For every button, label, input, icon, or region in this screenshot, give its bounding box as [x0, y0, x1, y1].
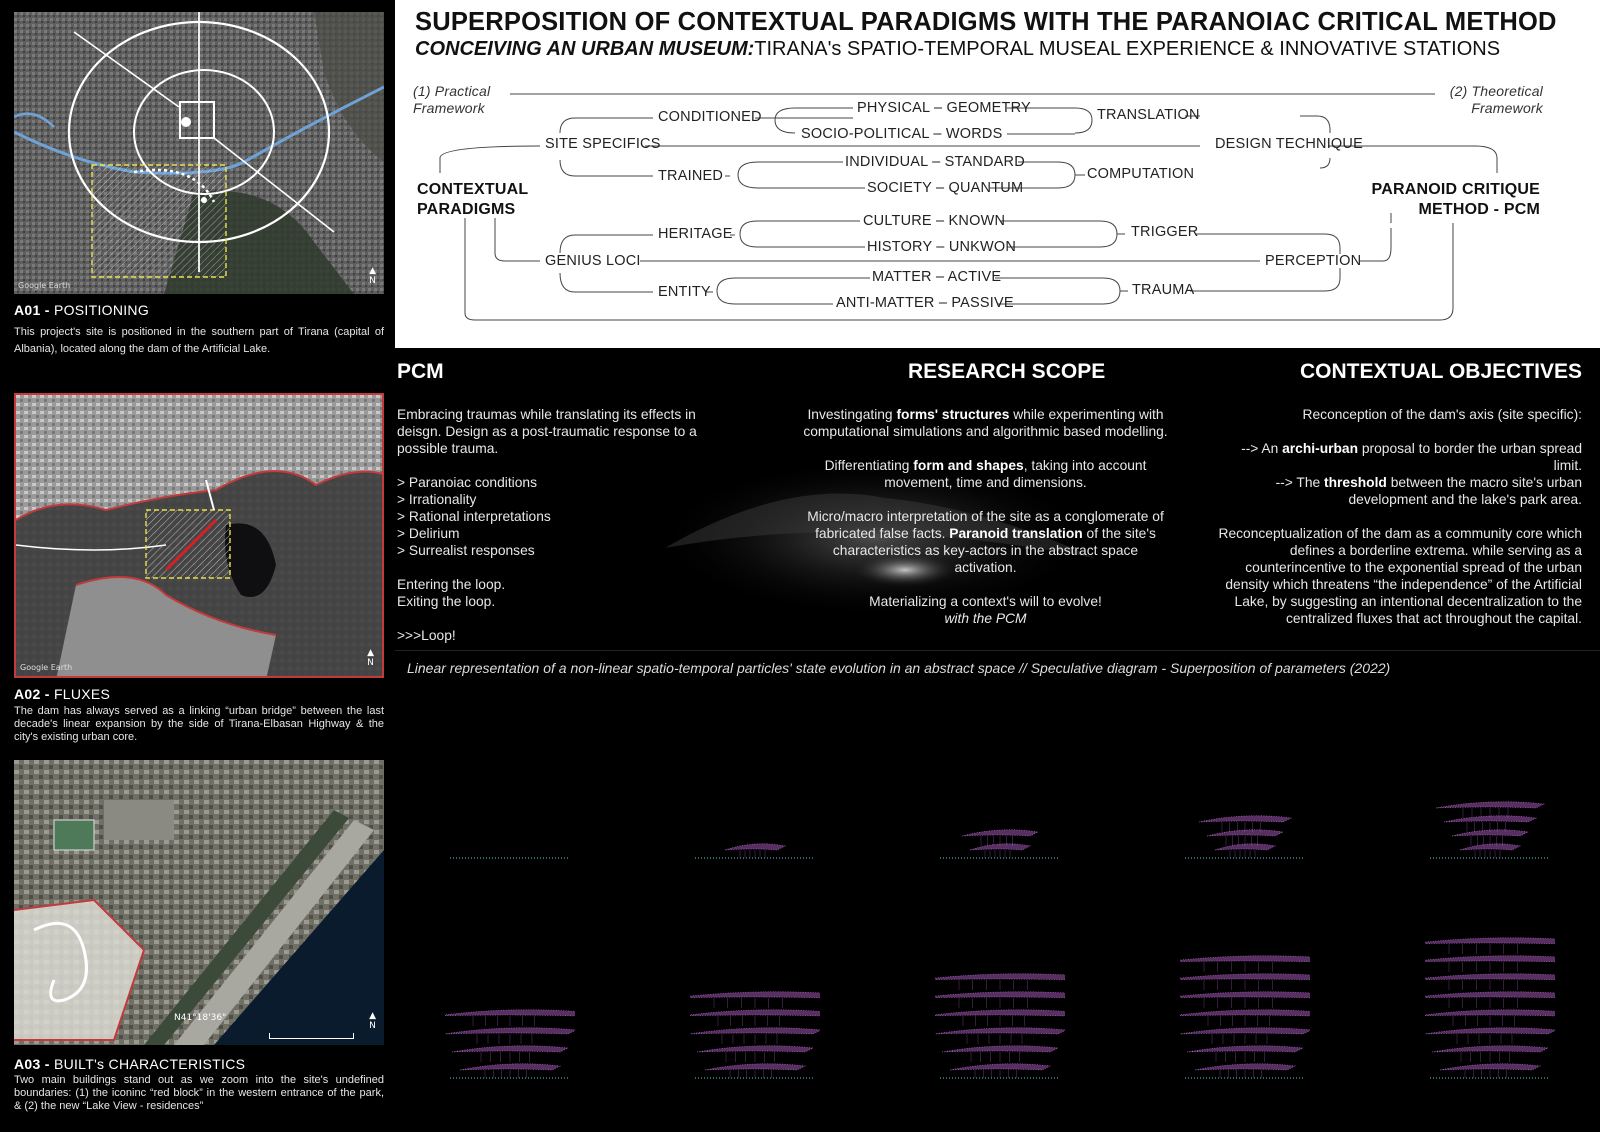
a01-title: POSITIONING	[53, 302, 150, 318]
particle-layer	[1180, 974, 1310, 980]
trained-label: TRAINED	[658, 168, 724, 184]
particle-layer	[1187, 1046, 1303, 1052]
genius-loci-label: GENIUS LOCI	[545, 253, 641, 269]
map-a03-built	[14, 760, 384, 1045]
particle-layer	[1180, 1010, 1310, 1016]
research-p3-b: Paranoid translation	[949, 526, 1083, 541]
pair-society-quantum: SOCIETY – QUANTUM	[867, 180, 1024, 196]
quantum-label: QUANTUM	[948, 180, 1024, 196]
research-p3-a: Micro/macro interpretation of the site as a conglomerate of fabricated false facts.	[807, 509, 1164, 541]
research-p4-a: Materializing a context's will to evolve!	[869, 594, 1102, 609]
particle-layer	[942, 1046, 1058, 1052]
north-arrow-icon: ▲ N	[369, 266, 376, 286]
particle-layer	[445, 1028, 575, 1034]
particle-layer	[1436, 802, 1544, 808]
pcm-heading: PCM	[397, 360, 444, 383]
theoretical-line-2: Framework	[1471, 100, 1543, 116]
pcm-loop-paragraph	[397, 576, 742, 610]
practical-line-2: Framework	[413, 100, 485, 116]
trigger-label: TRIGGER	[1131, 224, 1199, 240]
section-divider	[395, 650, 1600, 651]
particle-stage	[935, 743, 1065, 868]
geometry-label: GEOMETRY	[946, 100, 1031, 116]
a02-caption-title	[14, 686, 110, 702]
site-specifics-label: SITE SPECIFICS	[545, 136, 661, 152]
particle-layer	[725, 844, 785, 850]
particle-layer	[690, 992, 820, 998]
particle-layer	[935, 992, 1065, 998]
particle-layer	[1425, 1028, 1555, 1034]
right-node-line-1: PARANOID CRITIQUE	[1371, 181, 1540, 198]
map-coordinate: N41°18'36"	[174, 1013, 227, 1023]
particle-stage	[1180, 743, 1310, 868]
north-arrow-icon: ▲ N	[369, 1011, 376, 1031]
subtitle-emphasis: CONCEIVING AN URBAN MUSEUM:	[415, 38, 755, 60]
pcm-list	[397, 474, 742, 559]
passive-label: PASSIVE	[951, 295, 1014, 311]
sociopolitical-label: SOCIO-POLITICAL	[801, 126, 930, 142]
matter-label: MATTER	[872, 269, 932, 285]
particle-layer	[935, 974, 1065, 980]
objectives-p3-a: --> The	[1275, 475, 1324, 490]
particle-layer	[445, 1010, 575, 1016]
content-dark-area	[395, 348, 1600, 1132]
perception-label: PERCEPTION	[1265, 253, 1362, 269]
particle-layer	[935, 1028, 1065, 1034]
aerial-map-a03	[14, 760, 384, 1045]
research-p2-a: Differentiating	[824, 458, 914, 473]
particle-layer	[460, 1064, 560, 1070]
map-a01-positioning	[14, 12, 384, 294]
left-node-line-1: CONTEXTUAL	[417, 181, 529, 198]
objectives-p3-c: between the macro site's urban development and the lake's park area.	[1348, 475, 1582, 507]
a03-caption-title	[14, 1056, 245, 1072]
research-scope-heading: RESEARCH SCOPE	[908, 360, 1106, 383]
history-label: HISTORY	[867, 239, 933, 255]
research-p1-a: Investingating	[807, 407, 897, 422]
page-subtitle	[415, 38, 1500, 61]
right-node-line-2: METHOD - PCM	[1418, 201, 1540, 218]
particle-stage	[690, 743, 820, 868]
particle-stage	[690, 903, 820, 1088]
subtitle-rest: TIRANA's SPATIO-TEMPORAL MUSEAL EXPERIENCE & INNOVATIVE STATIONS	[754, 38, 1501, 60]
objectives-paragraph-2	[1212, 440, 1582, 474]
page-title: SUPERPOSITION OF CONTEXTUAL PARADIGMS WITH THE PARANOIAC CRITICAL METHOD	[415, 8, 1557, 36]
a01-code: A01 -	[14, 302, 54, 318]
particle-layer	[1440, 1064, 1540, 1070]
a02-caption-text: The dam has always served as a linking “urban bridge” between the last decade's linear expansion by the side of Tirana-Elbasan Highway & the city's existing urban core.	[14, 705, 384, 743]
computation-label: COMPUTATION	[1087, 166, 1195, 182]
left-column	[0, 0, 395, 1132]
research-p1-c: while experimenting with computational simulations and algorithmic based modelling.	[803, 407, 1168, 439]
pair-history-unkwon: HISTORY – UNKWON	[867, 239, 1017, 255]
antimatter-label: ANTI-MATTER	[836, 295, 935, 311]
particle-stage	[445, 903, 575, 1088]
objectives-paragraph-3	[1212, 474, 1582, 508]
pcm-list-item: > Rational interpretations	[397, 509, 551, 524]
pair-physical-geometry: PHYSICAL – GEOMETRY	[857, 100, 1031, 116]
physical-label: PHYSICAL	[857, 100, 930, 116]
entity-label: ENTITY	[658, 284, 711, 300]
particle-layer	[697, 1046, 813, 1052]
individual-label: INDIVIDUAL	[845, 154, 928, 170]
pcm-paragraph-1: Embracing traumas while translating its effects in deisgn. Design as a post-traumatic response to a possible trauma.	[397, 407, 697, 456]
theoretical-framework-label	[1450, 83, 1543, 117]
contextual-objectives-heading: CONTEXTUAL OBJECTIVES	[1300, 360, 1582, 383]
aerial-map-a02	[16, 395, 384, 678]
pcm-list-item: > Surrealist responses	[397, 543, 535, 558]
particle-layer	[1199, 816, 1291, 822]
left-node-line-2: PARADIGMS	[417, 201, 516, 218]
particle-layer	[1195, 1064, 1295, 1070]
particle-stage	[1425, 903, 1555, 1088]
research-p2-b: form and shapes	[913, 458, 1024, 473]
map-a02-fluxes	[14, 393, 384, 678]
known-label: KNOWN	[948, 213, 1006, 229]
pcm-loop-final: >>>Loop!	[397, 628, 456, 643]
particle-stage	[445, 743, 575, 868]
pair-individual-standard: INDIVIDUAL – STANDARD	[845, 154, 1025, 170]
objectives-p2-a: --> An	[1241, 441, 1283, 456]
objectives-column	[1212, 406, 1582, 644]
active-label: ACTIVE	[947, 269, 1002, 285]
practical-framework-label	[413, 83, 490, 117]
particle-layer	[690, 1010, 820, 1016]
pcm-list-item: > Paranoiac conditions	[397, 475, 537, 490]
design-technique-label: DESIGN TECHNIQUE	[1215, 136, 1363, 152]
trauma-label: TRAUMA	[1132, 282, 1195, 298]
particle-layer	[1180, 956, 1310, 962]
map-scale-bar	[269, 1033, 354, 1039]
research-paragraph-2	[803, 457, 1168, 491]
standard-label: STANDARD	[944, 154, 1025, 170]
particle-layer	[950, 1064, 1050, 1070]
a02-code: A02 -	[14, 686, 54, 702]
particle-layer	[1425, 974, 1555, 980]
particle-layer	[1425, 1010, 1555, 1016]
a01-caption-title	[14, 302, 149, 318]
framework-diagram	[395, 78, 1600, 343]
pcm-column	[397, 406, 742, 661]
speculative-diagram-caption: Linear representation of a non-linear spatio-temporal particles' state evolution in an abstract space // Speculative diagram - Superposition of parameters (2022)	[407, 660, 1391, 676]
north-label: N	[369, 1021, 376, 1031]
aerial-map-a01	[14, 12, 384, 294]
research-p4-b: with the PCM	[944, 611, 1027, 626]
contextual-paradigms-node	[417, 180, 528, 220]
pair-antimatter-passive: ANTI-MATTER – PASSIVE	[836, 295, 1014, 311]
particle-layer	[705, 1064, 805, 1070]
particle-stage	[935, 903, 1065, 1088]
a03-title: BUILT's CHARACTERISTICS	[53, 1056, 246, 1072]
words-label: WORDS	[945, 126, 1003, 142]
particle-layer	[1180, 1028, 1310, 1034]
unkwon-label: UNKWON	[948, 239, 1017, 255]
objectives-paragraph-4: Reconceptualization of the dam as a community core which defines a borderline extrema. while serving as a counterincentive to the exponential spread of the urban density which threatens “the independence” of the Artificial Lake, by suggesting an intentional decentralization to the centralized fluxes that act throughout the capital.	[1218, 526, 1582, 626]
particle-stage	[1425, 743, 1555, 868]
research-column	[803, 406, 1168, 644]
research-paragraph-3	[803, 508, 1168, 576]
research-paragraph-1	[803, 406, 1168, 440]
pcm-list-item: > Delirium	[397, 526, 460, 541]
particle-layer	[962, 830, 1038, 836]
particle-layer	[1425, 956, 1555, 962]
pcm-enter-loop: Entering the loop.	[397, 577, 506, 592]
society-label: SOCIETY	[867, 180, 932, 196]
pcm-list-item: > Irrationality	[397, 492, 477, 507]
a03-caption-text: Two main buildings stand out as we zoom into the site's undefined boundaries: (1) the iconinc “red block” in the western entrance of the park, & (2) the new “Lake View - residences”	[14, 1074, 384, 1112]
map-credit: Google Earth	[20, 663, 73, 672]
objectives-p2-c: proposal to border the urban spread limit.	[1358, 441, 1582, 473]
practical-line-1: (1) Practical	[413, 83, 491, 99]
particle-stage	[1180, 903, 1310, 1088]
a02-title: FLUXES	[53, 686, 111, 702]
a01-caption-text: This project's site is positioned in the southern part of Tirana (capital of Albania), located along the dam of the Artificial Lake.	[14, 326, 384, 355]
culture-label: CULTURE	[863, 213, 932, 229]
particle-layer	[1180, 992, 1310, 998]
heritage-label: HERITAGE	[658, 226, 733, 242]
pair-sociopolitical-words: SOCIO-POLITICAL – WORDS	[801, 126, 1003, 142]
particle-layer	[452, 1046, 568, 1052]
conditioned-label: CONDITIONED	[658, 109, 762, 125]
north-arrow-icon: ▲ N	[367, 648, 374, 668]
research-p3-c: of the site's characteristics as key-actors in the abstract space activation.	[832, 526, 1156, 575]
pair-matter-active: MATTER – ACTIVE	[872, 269, 1002, 285]
map-credit: Google Earth	[18, 281, 71, 290]
research-paragraph-4	[803, 593, 1168, 627]
a03-code: A03 -	[14, 1056, 54, 1072]
pair-culture-known: CULTURE – KNOWN	[863, 213, 1006, 229]
pcm-exit-loop: Exiting the loop.	[397, 594, 496, 609]
pcm-node	[1372, 180, 1540, 220]
particle-layer	[690, 1028, 820, 1034]
translation-label: TRANSLATION	[1097, 107, 1200, 123]
header-panel	[395, 0, 1600, 348]
particle-layer	[1425, 992, 1555, 998]
theoretical-line-1: (2) Theoretical	[1449, 83, 1543, 99]
objectives-p3-b: threshold	[1324, 475, 1387, 490]
particle-layer	[1432, 1046, 1548, 1052]
particle-layer	[1425, 938, 1555, 944]
particle-layer	[935, 1010, 1065, 1016]
objectives-p2-b: archi-urban	[1282, 441, 1359, 456]
research-p2-c: , taking into account movement, time and dimensions.	[884, 458, 1147, 490]
research-p1-b: forms' structures	[896, 407, 1010, 422]
objectives-paragraph-1: Reconception of the dam's axis (site specific):	[1302, 407, 1582, 422]
